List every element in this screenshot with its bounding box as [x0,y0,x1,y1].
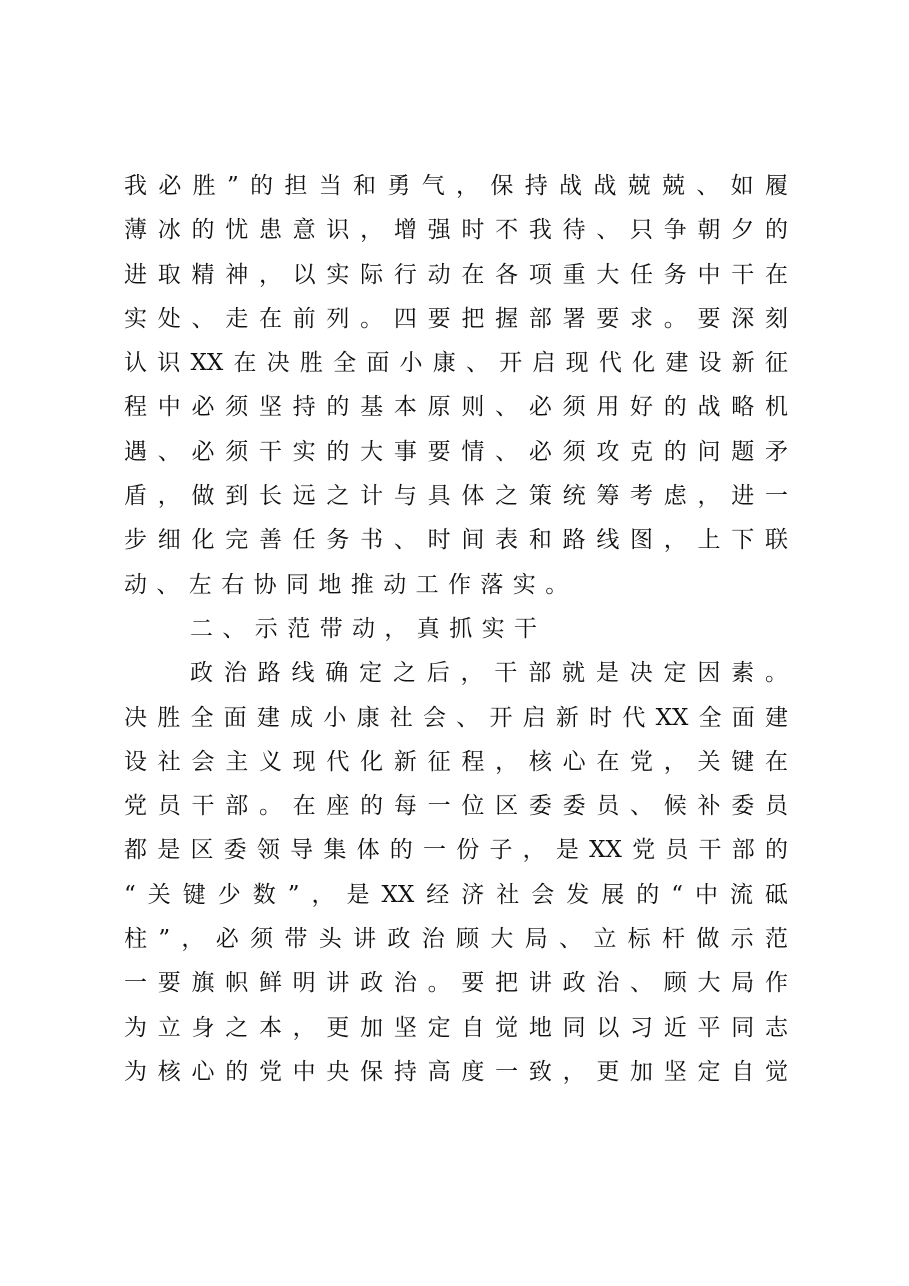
text-line: 认识XX在决胜全面小康、开启现代化建设新征 [124,350,788,377]
text-line: 政治路线确定之后，干部就是决定因素。 [190,660,788,687]
text-line: 设社会主义现代化新征程，核心在党，关键在 [124,748,788,775]
text-line: “关键少数”，是XX经济社会发展的“中流砥 [124,881,788,908]
body-text [124,164,788,1094]
text-line: 一要旗帜鲜明讲政治。要把讲政治、顾大局作 [124,970,788,997]
text-line: 决胜全面建成小康社会、开启新时代XX全面建 [124,704,788,731]
text-line: 遇、必须干实的大事要情、必须攻克的问题矛 [124,438,788,465]
text-line: 盾，做到长远之计与具体之策统筹考虑，进一 [124,483,788,510]
text-line: 为立身之本，更加坚定自觉地同以习近平同志 [124,1014,788,1041]
text-line: 党员干部。在座的每一位区委委员、候补委员 [124,793,788,820]
section-heading: 二、示范带动，真抓实干 [190,615,547,642]
text-line: 进取精神，以实际行动在各项重大任务中干在 [124,261,788,288]
text-line: 动、左右协同地推动工作落实。 [124,571,578,598]
text-line: 为核心的党中央保持高度一致，更加坚定自觉 [124,1058,788,1085]
text-line: 我必胜”的担当和勇气，保持战战兢兢、如履 [124,173,788,199]
text-line: 程中必须坚持的基本原则、必须用好的战略机 [124,394,788,421]
text-line: 实处、走在前列。四要把握部署要求。要深刻 [124,305,788,332]
text-line: 柱”，必须带头讲政治顾大局、立标杆做示范 [124,926,788,953]
text-line: 都是区委领导集体的一份子，是XX党员干部的 [124,837,788,864]
text-line: 步细化完善任务书、时间表和路线图，上下联 [124,527,788,554]
text-line: 薄冰的忧患意识，增强时不我待、只争朝夕的 [124,217,788,244]
